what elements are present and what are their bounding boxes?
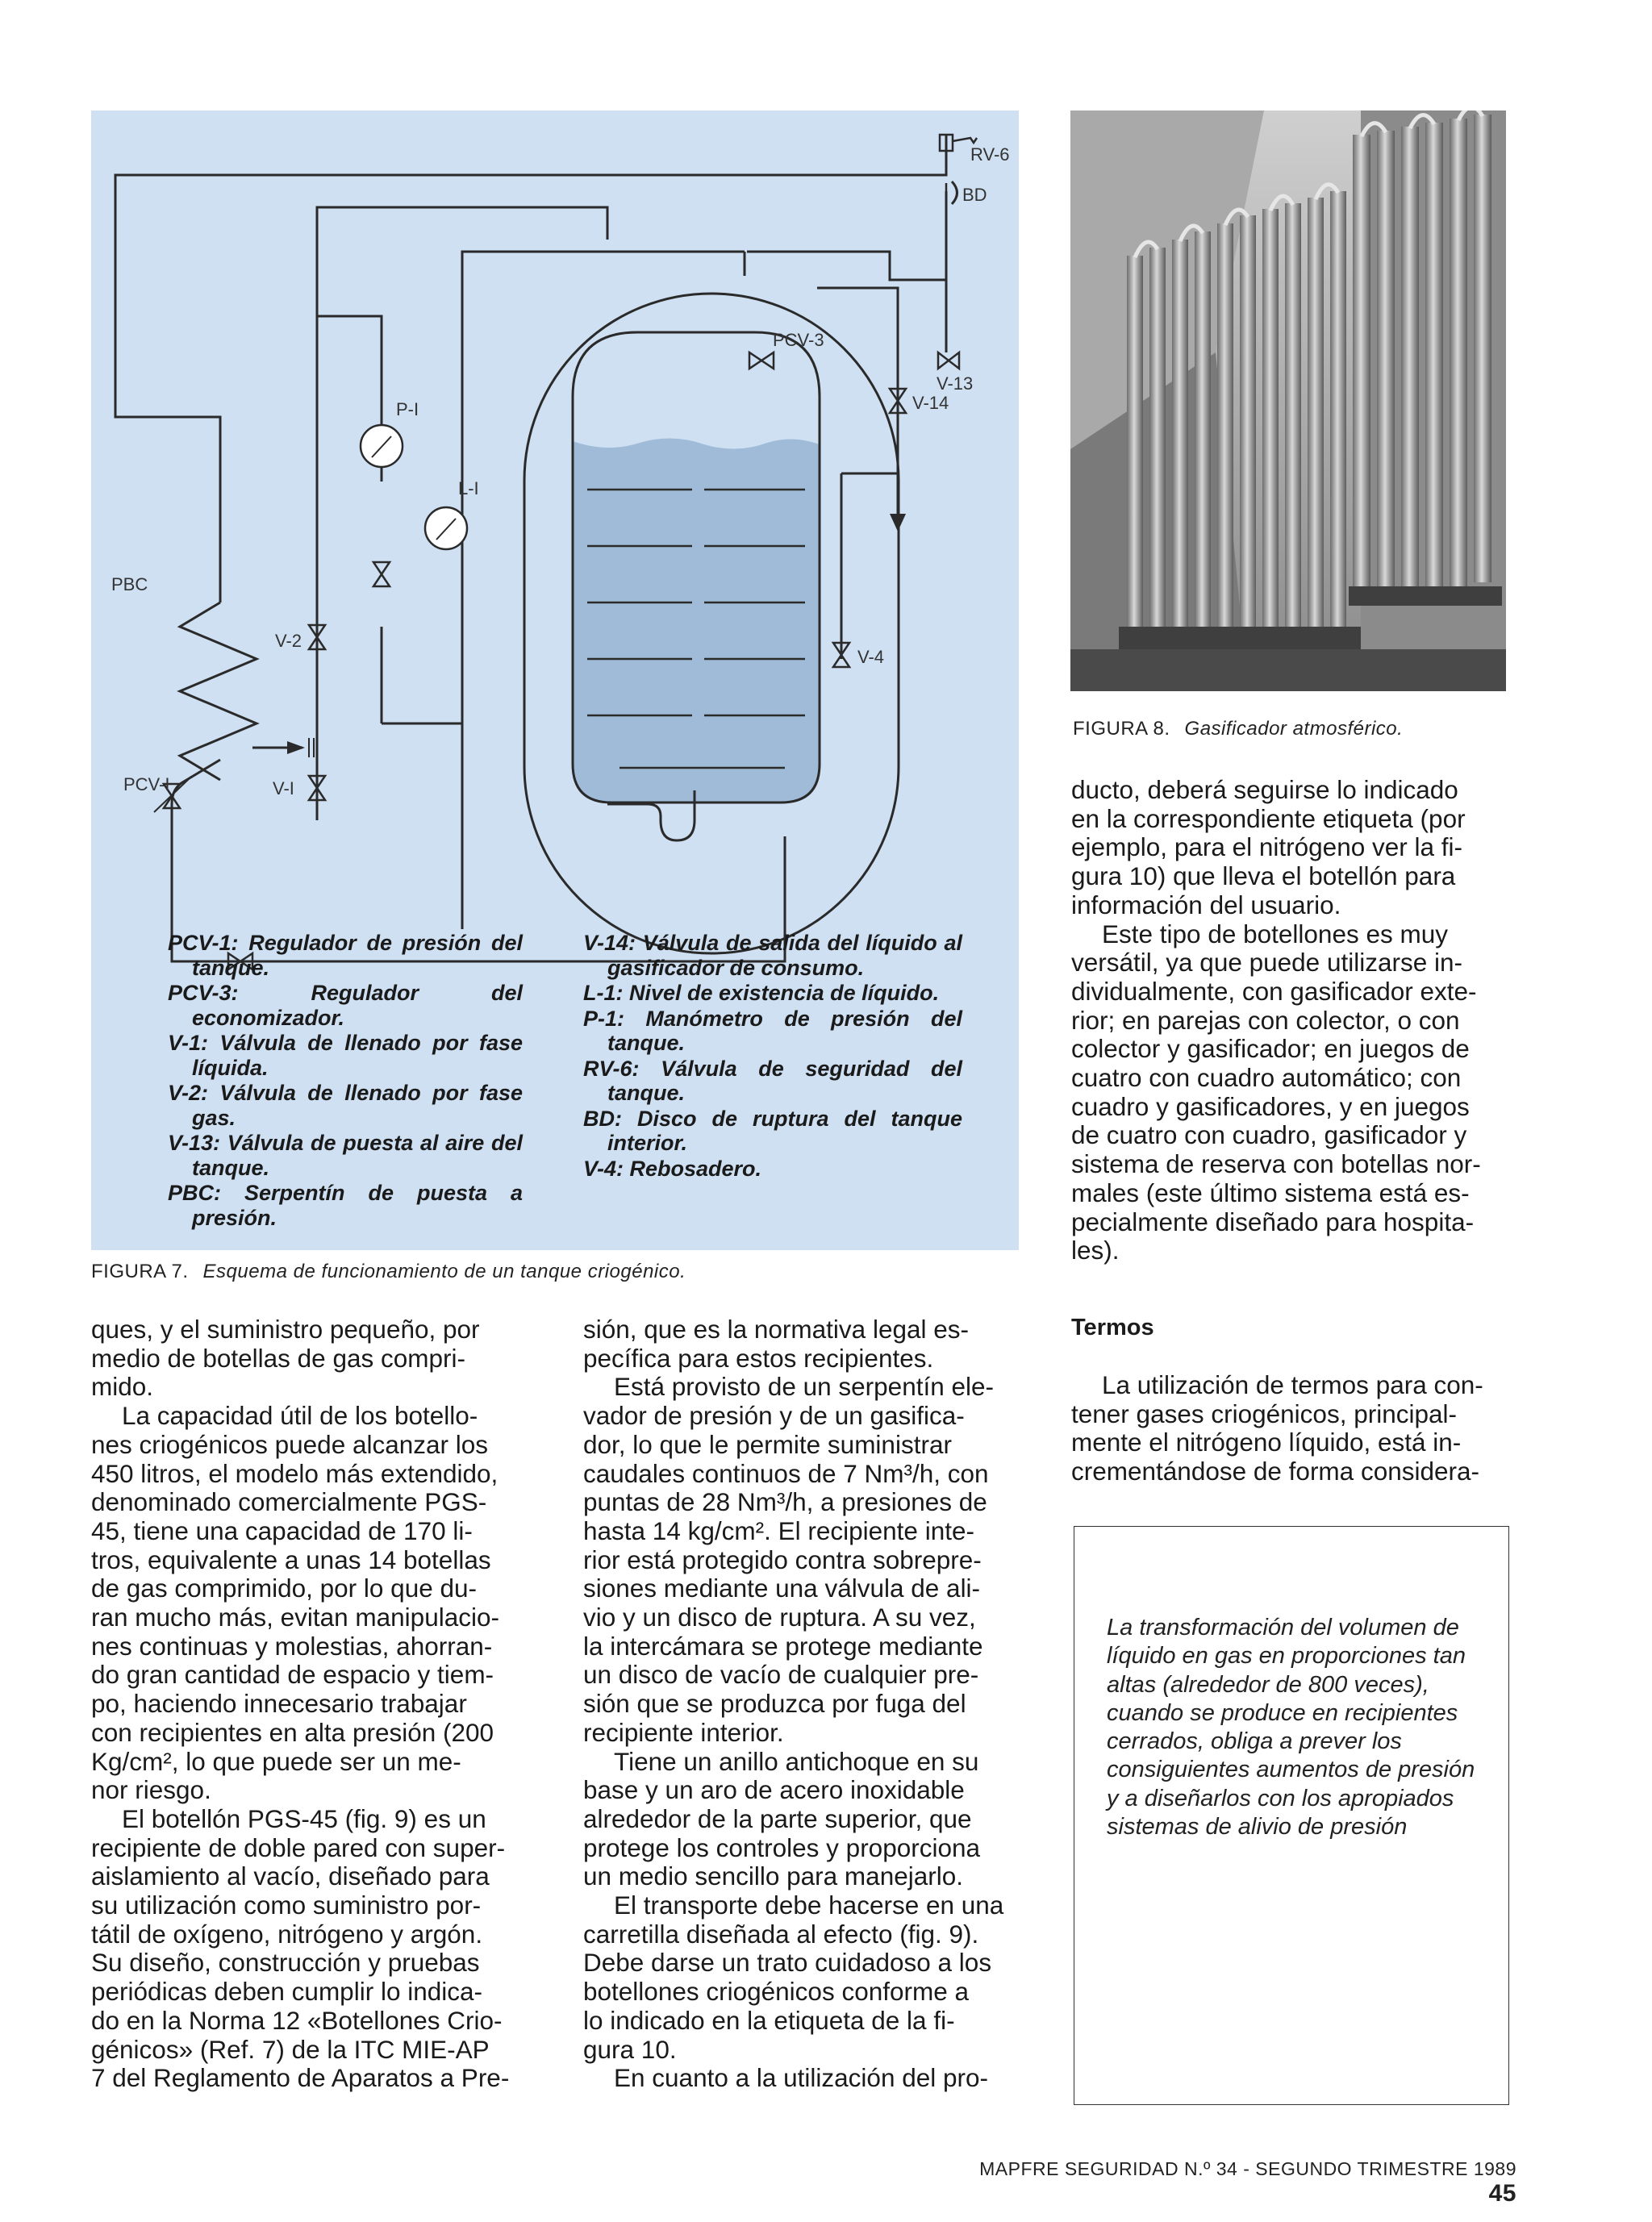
text-line: la intercámara se protege mediante	[583, 1631, 983, 1661]
text-line: ran mucho más, evitan manipulacio-	[91, 1603, 499, 1632]
text-line: do en la Norma 12 «Botellones Crio-	[91, 2005, 503, 2035]
label-rv6: RV-6	[970, 144, 1010, 165]
text-line: 7 del Reglamento de Aparatos a Pre-	[91, 2063, 510, 2093]
text-line: les).	[1071, 1236, 1120, 1265]
figure-8-photo	[1070, 110, 1506, 691]
text-line: un medio sencillo para manejarlo.	[583, 1861, 964, 1891]
column-3-termos	[1071, 1371, 1507, 1486]
valve-v13	[938, 352, 959, 369]
text-line: protege los controles y proporciona	[583, 1832, 981, 1862]
text-line: po, haciendo innecesario trabajar	[91, 1689, 467, 1719]
outlet-arrow	[890, 514, 906, 532]
figure-8-caption	[1073, 718, 1508, 740]
label-v2: V-2	[275, 631, 302, 651]
text-line: nor riesgo.	[91, 1775, 211, 1805]
text-line: Tiene un anillo antichoque en su	[614, 1746, 979, 1776]
text-line: rior; en parejas con colector, o con	[1071, 1005, 1460, 1035]
text-line: Kg/cm², lo que puede ser un me-	[91, 1746, 461, 1776]
text-line: ques, y el suministro pequeño, por	[91, 1315, 480, 1344]
text-line: puntas de 28 Nm³/h, a presiones de	[583, 1487, 987, 1517]
label-v14: V-14	[912, 393, 949, 413]
text-line: gura 10.	[583, 2034, 677, 2064]
text-line: información del usuario.	[1071, 890, 1341, 919]
text-line: hasta 14 kg/cm². El recipiente inte-	[583, 1515, 974, 1545]
figure-7-legend-left	[168, 931, 523, 1231]
text-line: mente el nitrógeno líquido, está in-	[1071, 1428, 1462, 1457]
text-line: cuadro y gasificadores, y en juegos	[1071, 1091, 1470, 1121]
text-line: su utilización como suministro por-	[91, 1891, 482, 1920]
text-line: lo indicado en la etiqueta de la fi-	[583, 2005, 955, 2035]
text-line: botellones criogénicos conforme a	[583, 1977, 970, 2007]
legend-item: V-1: Válvula de llenado por fase líquida.	[168, 1031, 523, 1080]
text-line: do gran cantidad de espacio y tiem-	[91, 1660, 494, 1690]
text-line: tátil de oxígeno, nitrógeno y argón.	[91, 1919, 483, 1949]
inner-liquid	[573, 438, 820, 803]
page-footer	[936, 2158, 1516, 2207]
text-line: sistema de reserva con botellas nor-	[1071, 1149, 1481, 1179]
valve-pl	[373, 562, 390, 586]
text-line: dor, lo que le permite suministrar	[583, 1429, 952, 1459]
text-line: Este tipo de botellones es muy	[1102, 919, 1449, 948]
outlet-line-v14	[817, 288, 898, 518]
text-line: Debe darse un trato cuidadoso a los	[583, 1948, 992, 1978]
legend-item: RV-6: Válvula de seguridad del tanque.	[583, 1056, 962, 1105]
caption-text: Gasificador atmosférico.	[1184, 718, 1404, 740]
text-line: gura 10) que lleva el botellón para	[1071, 861, 1456, 891]
legend-item: PCV-3: Regulador del economizador.	[168, 981, 523, 1030]
text-line: dividualmente, con gasificador exte-	[1071, 976, 1477, 1006]
text-line: La capacidad útil de los botello-	[122, 1401, 478, 1431]
label-v4: V-4	[857, 647, 885, 667]
column-3-upper	[1071, 776, 1507, 1265]
label-pcv3: PCV-3	[773, 330, 824, 350]
text-line: El transporte debe hacerse en una	[614, 1891, 1004, 1920]
text-line: medio de botellas de gas compri-	[91, 1343, 465, 1373]
text-line: de cuatro con cuadro, gasificador y	[1071, 1120, 1467, 1150]
text-line: en la correspondiente etiqueta (por	[1071, 803, 1466, 833]
vent-line	[115, 135, 946, 191]
text-line: siones mediante una válvula de ali-	[583, 1574, 981, 1603]
page-number: 45	[1488, 2180, 1516, 2207]
legend-item: V-4: Rebosadero.	[583, 1156, 762, 1181]
text-line: caudales continuos de 7 Nm³/h, con	[583, 1458, 989, 1488]
legend-item: BD: Disco de ruptura del tanque interior.	[583, 1106, 962, 1155]
text-line: versátil, ya que puede utilizarse in-	[1071, 948, 1463, 978]
caption-label: FIGURA 8.	[1073, 718, 1170, 740]
text-line: tros, equivalente a unas 14 botellas	[91, 1545, 491, 1574]
label-p1: P-I	[396, 399, 419, 419]
legend-item: PBC: Serpentín de puesta a presión.	[168, 1181, 523, 1230]
figure-7-legend-right	[583, 931, 962, 1182]
text-line: recipiente de doble pared con super-	[91, 1832, 506, 1862]
text-line: denominado comercialmente PGS-	[91, 1487, 487, 1517]
label-pbc: PBC	[111, 574, 148, 594]
text-line: pecífica para estos recipientes.	[583, 1343, 934, 1373]
text-line: ducto, deberá seguirse lo indicado	[1071, 775, 1458, 804]
text-line: Está provisto de un serpentín ele-	[614, 1372, 995, 1402]
economizer-line	[747, 252, 946, 280]
text-line: 450 litros, el modelo más extendido,	[91, 1458, 499, 1488]
text-line: colector y gasificador; en juegos de	[1071, 1034, 1470, 1064]
text-line: crementándose de forma considera-	[1071, 1457, 1480, 1486]
label-bd: BD	[962, 185, 987, 205]
pull-quote-text: La transformación del volumen de líquido en gas en proporciones tan altas (alrededor de 800 veces), cuando se produce en recipientes cerrados, obliga a prever los consiguientes aumentos de presión y a diseñarlos con los apropiados sistemas de alivio de presión	[1107, 1615, 1475, 1841]
text-line: alrededor de la parte superior, que	[583, 1803, 972, 1833]
text-line: sión que se produzca por fuga del	[583, 1689, 966, 1719]
text-line: nes criogénicos puede alcanzar los	[91, 1429, 489, 1459]
text-line: tener gases criogénicos, principal-	[1071, 1399, 1457, 1428]
text-line: recipiente interior.	[583, 1717, 784, 1747]
caption-text: Esquema de funcionamiento de un tanque criogénico.	[202, 1261, 686, 1282]
text-line: nes continuas y molestias, ahorran-	[91, 1631, 493, 1661]
valve-pcv3	[749, 352, 774, 369]
label-v1: V-I	[273, 778, 294, 798]
vaporizer-photo	[1070, 110, 1506, 691]
legend-item: L-1: Nivel de existencia de líquido.	[583, 981, 940, 1005]
text-line: un disco de vacío de cualquier pre-	[583, 1660, 979, 1690]
text-line: cuatro con cuadro automático; con	[1071, 1063, 1462, 1093]
pbc-coil	[180, 602, 257, 780]
text-line: vador de presión y de un gasifica-	[583, 1401, 965, 1431]
legend-item: PCV-1: Regulador de presión del tanque.	[168, 931, 523, 980]
text-line: génicos» (Ref. 7) de la ITC MIE-AP	[91, 2034, 490, 2064]
pull-quote-box	[1074, 1526, 1509, 2105]
journal-info: MAPFRE SEGURIDAD N.º 34 - SEGUNDO TRIMESTRE 1989	[979, 2158, 1516, 2179]
text-line: vio y un disco de ruptura. A su vez,	[583, 1603, 976, 1632]
text-line: pecialmente diseñado para hospita-	[1071, 1207, 1475, 1236]
label-v13: V-13	[937, 373, 974, 394]
text-line: periódicas deben cumplir lo indica-	[91, 1977, 483, 2007]
text-line: La utilización de termos para con-	[1102, 1370, 1483, 1399]
text-line: rior está protegido contra sobrepre-	[583, 1545, 982, 1574]
figure-7-caption	[91, 1261, 1019, 1283]
text-line: Su diseño, construcción y pruebas	[91, 1948, 480, 1978]
text-line: ejemplo, para el nitrógeno ver la fi-	[1071, 832, 1463, 862]
label-pcv1: PCV-I	[123, 774, 170, 794]
text-line: males (este último sistema está es-	[1071, 1178, 1470, 1207]
legend-item: V-14: Válvula de salida del líquido al gasificador de consumo.	[583, 931, 962, 980]
column-1	[91, 1315, 531, 2093]
text-line: carretilla diseñada al efecto (fig. 9).	[583, 1919, 979, 1949]
text-line: sión, que es la normativa legal es-	[583, 1315, 970, 1344]
column-2	[583, 1315, 1023, 2093]
legend-item: V-13: Válvula de puesta al aire del tanque.	[168, 1131, 523, 1180]
text-line: El botellón PGS-45 (fig. 9) es un	[122, 1803, 486, 1833]
legend-item: V-2: Válvula de llenado por fase gas.	[168, 1081, 523, 1130]
text-line: 45, tiene una capacidad de 170 li-	[91, 1515, 473, 1545]
text-line: mido.	[91, 1372, 154, 1402]
section-heading-termos: Termos	[1071, 1315, 1154, 1340]
text-line: En cuanto a la utilización del pro-	[614, 2063, 989, 2093]
caption-label: FIGURA 7.	[91, 1261, 189, 1282]
text-line: base y un aro de acero inoxidable	[583, 1775, 965, 1805]
text-line: aislamiento al vacío, diseñado para	[91, 1861, 490, 1891]
label-l1: L-I	[458, 478, 479, 498]
text-line: de gas comprimido, por lo que du-	[91, 1574, 478, 1603]
figure-7-diagram	[91, 110, 1019, 1250]
text-line: con recipientes en alta presión (200	[91, 1717, 494, 1747]
legend-item: P-1: Manómetro de presión del tanque.	[583, 1006, 962, 1055]
